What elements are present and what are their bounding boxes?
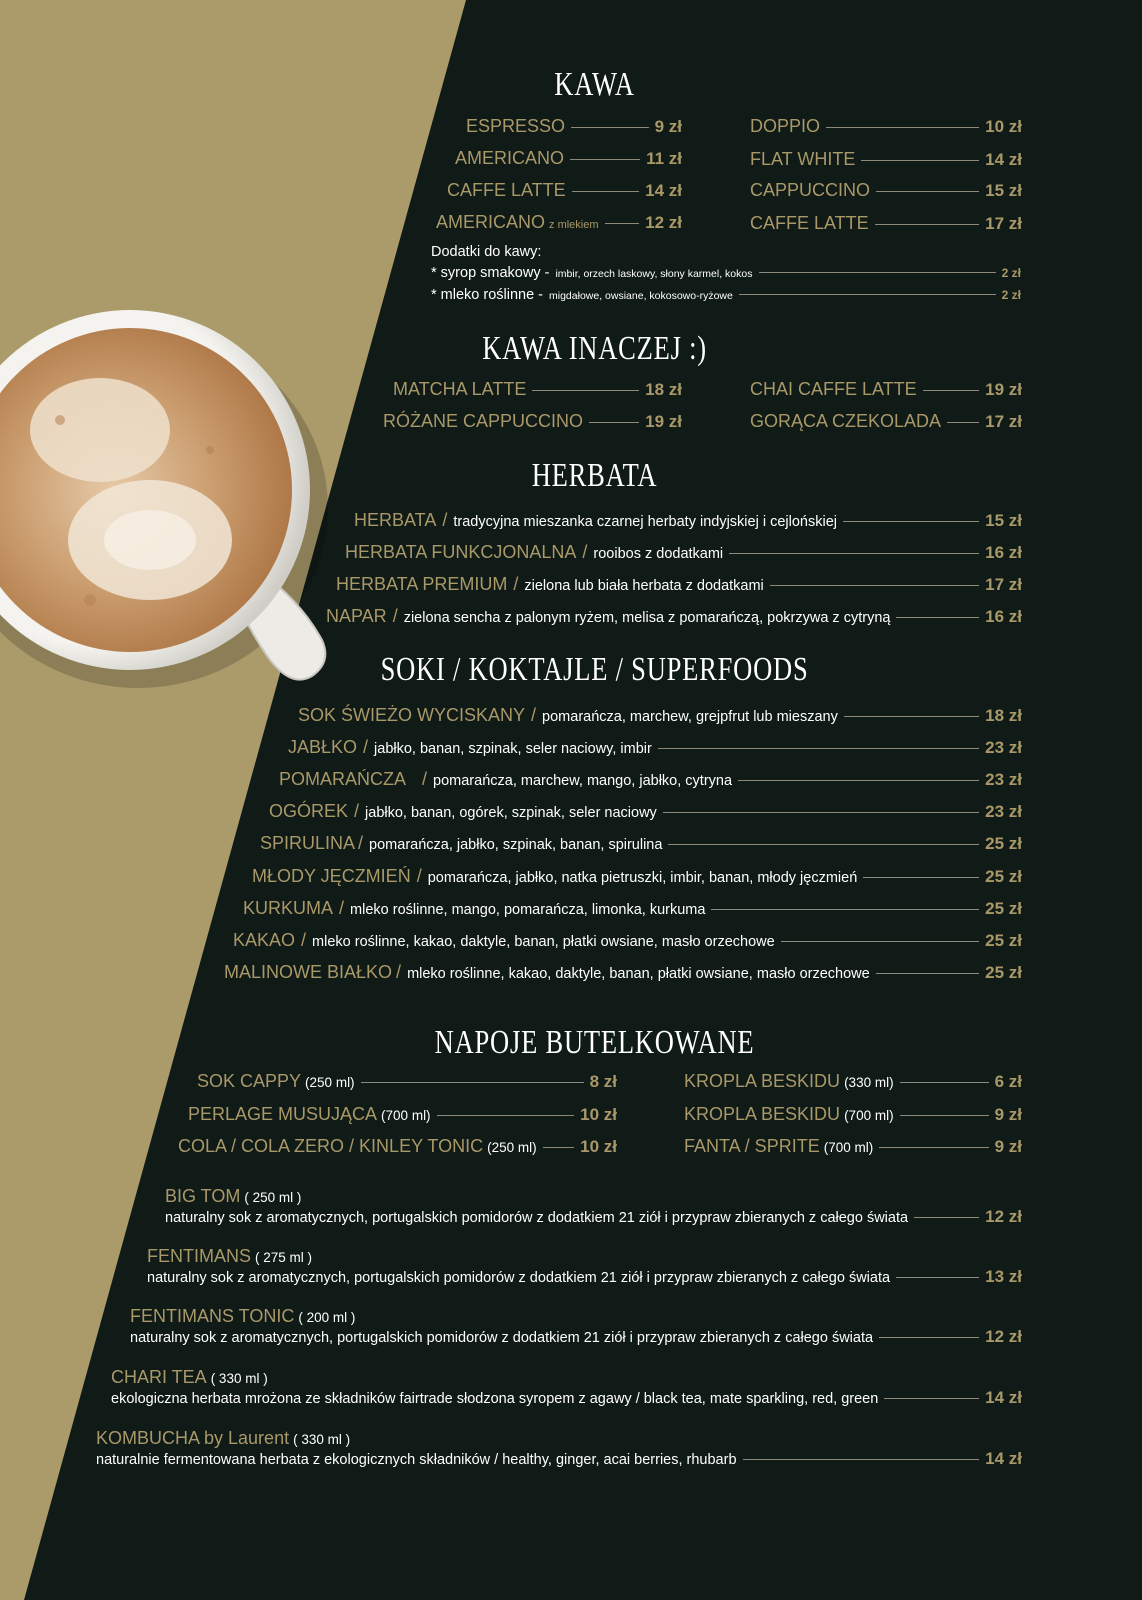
item-desc: ekologiczna herbata mrożona ze składników fairtrade słodzona syropem z agawy / black tea, mate sparkling, red, green <box>111 1391 879 1407</box>
menu-item <box>436 212 682 233</box>
item-note: z mlekiem <box>549 219 599 231</box>
item-name: KURKUMA <box>243 898 334 918</box>
item-name: FANTA / SPRITE <box>684 1136 820 1156</box>
dot-leader <box>947 422 979 423</box>
item-price: 23 zł <box>985 802 1022 821</box>
item-volume: (250 ml) <box>305 1075 355 1090</box>
item-price: 9 zł <box>994 1105 1022 1124</box>
dot-leader <box>571 127 649 128</box>
addon-item <box>431 265 1021 281</box>
separator: / <box>513 574 519 594</box>
special-header <box>130 1306 1022 1327</box>
item-desc: mleko roślinne, kakao, daktyle, banan, płatki owsiane, masło orzechowe <box>407 966 870 982</box>
item-desc: naturalny sok z aromatycznych, portugalskich pomidorów z dodatkiem 21 ziół i przypraw zbieranych z całego świata <box>165 1210 909 1226</box>
addon-price: 2 zł <box>1001 266 1021 280</box>
menu-item <box>252 866 1022 887</box>
addon-item <box>431 287 1021 303</box>
dot-leader <box>663 812 979 813</box>
special-header <box>165 1186 1022 1207</box>
item-price: 19 zł <box>645 412 682 431</box>
item-name: ESPRESSO <box>466 116 566 136</box>
separator: / <box>442 510 448 530</box>
item-name: KAKAO <box>233 930 296 950</box>
dot-leader <box>572 191 639 192</box>
item-price: 15 zł <box>985 511 1022 530</box>
dot-leader <box>863 877 979 878</box>
item-name: HERBATA FUNKCJONALNA <box>345 542 577 562</box>
item-price: 17 zł <box>985 575 1022 594</box>
special-desc-row <box>111 1388 1022 1408</box>
item-price: 14 zł <box>645 181 682 200</box>
special-header <box>147 1246 1022 1267</box>
item-name: POMARAŃCZA <box>279 769 407 789</box>
special-header <box>96 1428 1022 1449</box>
dot-leader <box>923 390 979 391</box>
item-price: 23 zł <box>985 738 1022 757</box>
dot-leader <box>914 1217 979 1218</box>
item-name: OGÓREK <box>269 801 349 821</box>
special-desc-row <box>147 1267 1022 1287</box>
section-title-napoje: NAPOJE BUTELKOWANE <box>434 1024 755 1061</box>
item-volume: (700 ml) <box>844 1108 894 1123</box>
dot-leader <box>843 521 979 522</box>
item-price: 25 zł <box>985 931 1022 950</box>
separator: / <box>392 606 398 626</box>
menu-item <box>279 769 1022 790</box>
item-volume: (250 ml) <box>487 1140 537 1155</box>
addon-price: 2 zł <box>1001 288 1021 302</box>
menu-item <box>750 180 1022 201</box>
dot-leader <box>437 1115 575 1116</box>
item-name: FLAT WHITE <box>750 149 856 169</box>
dot-leader <box>861 160 979 161</box>
item-price: 16 zł <box>985 543 1022 562</box>
menu-item <box>684 1071 1022 1092</box>
item-name: DOPPIO <box>750 116 821 136</box>
dot-leader <box>729 553 979 554</box>
menu-item <box>684 1104 1022 1125</box>
item-name: AMERICANO <box>455 148 565 168</box>
dot-leader <box>896 617 979 618</box>
item-name: NAPAR <box>326 606 387 626</box>
dot-leader <box>668 844 979 845</box>
item-desc: mleko roślinne, kakao, daktyle, banan, płatki owsiane, masło orzechowe <box>312 934 775 950</box>
separator: / <box>301 930 307 950</box>
dot-leader <box>876 191 979 192</box>
dot-leader <box>658 748 979 749</box>
dot-leader <box>589 422 639 423</box>
item-name: CHARI TEA <box>111 1367 207 1387</box>
menu-item <box>750 149 1022 170</box>
menu-item <box>197 1071 617 1092</box>
item-volume: ( 250 ml ) <box>244 1190 302 1205</box>
separator: / <box>582 542 588 562</box>
item-name: HERBATA <box>354 510 437 530</box>
dot-leader <box>826 127 979 128</box>
item-desc: jabłko, banan, ogórek, szpinak, seler naciowy <box>365 805 657 821</box>
menu-item <box>188 1104 617 1125</box>
menu-item <box>243 898 1022 919</box>
dot-leader <box>879 1337 979 1338</box>
item-volume: (700 ml) <box>823 1140 874 1155</box>
addon-detail: migdałowe, owsiane, kokosowo-ryżowe <box>549 290 733 302</box>
dot-leader <box>532 390 639 391</box>
menu-item <box>750 213 1022 234</box>
item-price: 8 zł <box>589 1072 617 1091</box>
dot-leader <box>739 294 996 295</box>
special-desc-row <box>165 1207 1022 1227</box>
dot-leader <box>879 1147 988 1148</box>
dot-leader <box>900 1115 989 1116</box>
item-name: FENTIMANS <box>147 1246 252 1266</box>
item-name: AMERICANO <box>436 212 546 232</box>
menu-item <box>750 411 1022 432</box>
item-volume: (700 ml) <box>381 1108 431 1123</box>
section-title-kawa: KAWA <box>554 66 635 103</box>
dot-leader <box>876 973 979 974</box>
item-price: 9 zł <box>654 117 682 136</box>
menu-item <box>750 116 1022 137</box>
dot-leader <box>844 716 979 717</box>
item-name: GORĄCA CZEKOLADA <box>750 411 942 431</box>
item-name: SPIRULINA <box>260 833 356 853</box>
menu-item <box>233 930 1022 951</box>
menu-item <box>684 1136 1022 1157</box>
item-name: JABŁKO <box>288 737 358 757</box>
menu-item <box>466 116 682 137</box>
separator: / <box>531 705 537 725</box>
dot-leader <box>361 1082 584 1083</box>
item-price: 12 zł <box>645 213 682 232</box>
dot-leader <box>781 941 979 942</box>
dot-leader <box>543 1147 575 1148</box>
item-desc: naturalny sok z aromatycznych, portugalskich pomidorów z dodatkiem 21 ziół i przypraw zbieranych z całego świata <box>147 1270 891 1286</box>
special-item <box>130 1306 1022 1347</box>
item-price: 19 zł <box>985 380 1022 399</box>
item-name: CAFFE LATTE <box>750 213 869 233</box>
separator: / <box>339 898 345 918</box>
item-volume: (330 ml) <box>844 1075 894 1090</box>
item-name: COLA / COLA ZERO / KINLEY TONIC <box>178 1136 484 1156</box>
item-volume: ( 275 ml ) <box>255 1250 313 1265</box>
menu-item <box>260 833 1022 854</box>
special-header <box>111 1367 1022 1388</box>
addon-detail: imbir, orzech laskowy, słony karmel, kokos <box>555 268 753 280</box>
item-price: 6 zł <box>994 1072 1022 1091</box>
item-price: 25 zł <box>985 867 1022 886</box>
special-item <box>96 1428 1022 1469</box>
item-name: MATCHA LATTE <box>393 379 527 399</box>
menu-item <box>750 379 1022 400</box>
menu-item <box>298 705 1022 726</box>
dot-leader <box>875 224 979 225</box>
special-item <box>165 1186 1022 1227</box>
item-name: PERLAGE MUSUJĄCA <box>188 1104 378 1124</box>
special-desc-row <box>96 1449 1022 1469</box>
item-name: RÓŻANE CAPPUCCINO <box>383 411 584 431</box>
item-price: 12 zł <box>985 1207 1022 1226</box>
item-name: KROPLA BESKIDU <box>684 1071 841 1091</box>
item-name: KOMBUCHA by Laurent <box>96 1428 290 1448</box>
item-name: MŁODY JĘCZMIEŃ <box>252 866 411 886</box>
menu-item <box>288 737 1022 758</box>
section-title-herbata: HERBATA <box>531 457 658 494</box>
item-price: 13 zł <box>985 1267 1022 1286</box>
item-volume: ( 330 ml ) <box>210 1371 268 1386</box>
item-desc: jabłko, banan, szpinak, seler naciowy, imbir <box>374 741 652 757</box>
special-item <box>147 1246 1022 1287</box>
item-name: SOK ŚWIEŻO WYCISKANY <box>298 705 526 725</box>
item-desc: naturalnie fermentowana herbata z ekologicznych składników / healthy, ginger, acai berries, rhubarb <box>96 1452 737 1468</box>
addon-name: * mleko roślinne - <box>431 287 544 303</box>
item-desc: pomarańcza, marchew, mango, jabłko, cytryna <box>433 773 733 789</box>
special-desc-row <box>130 1327 1022 1347</box>
item-name: FENTIMANS TONIC <box>130 1306 295 1326</box>
item-desc: tradycyjna mieszanka czarnej herbaty indyjskiej i cejlońskiej <box>453 514 837 530</box>
item-desc: rooibos z dodatkami <box>593 546 724 562</box>
item-desc: zielona sencha z palonym ryżem, melisa z pomarańczą, pokrzywa z cytryną <box>403 610 891 626</box>
item-desc: mleko roślinne, mango, pomarańcza, limonka, kurkuma <box>350 902 706 918</box>
menu-item <box>447 180 682 201</box>
separator: / <box>354 801 360 821</box>
item-name: CHAI CAFFE LATTE <box>750 379 917 399</box>
dot-leader <box>884 1398 979 1399</box>
dot-leader <box>896 1277 979 1278</box>
item-price: 10 zł <box>580 1105 617 1124</box>
dot-leader <box>738 780 979 781</box>
dot-leader <box>770 585 979 586</box>
separator: / <box>416 866 422 886</box>
section-title-soki: SOKI / KOKTAJLE / SUPERFOODS <box>380 651 809 688</box>
item-price: 14 zł <box>985 1449 1022 1468</box>
item-price: 15 zł <box>985 181 1022 200</box>
dot-leader <box>711 909 979 910</box>
item-price: 25 zł <box>985 899 1022 918</box>
item-name: MALINOWE BIAŁKO <box>224 962 393 982</box>
addon-name: * syrop smakowy - <box>431 265 550 281</box>
menu-item <box>393 379 682 400</box>
menu-item <box>326 606 1022 627</box>
dot-leader <box>570 159 640 160</box>
item-desc: zielona lub biała herbata z dodatkami <box>524 578 764 594</box>
addons-title: Dodatki do kawy: <box>431 244 542 260</box>
item-volume: ( 330 ml ) <box>293 1432 351 1447</box>
item-desc: pomarańcza, jabłko, szpinak, banan, spirulina <box>369 837 663 853</box>
item-name: KROPLA BESKIDU <box>684 1104 841 1124</box>
item-price: 25 zł <box>985 834 1022 853</box>
menu-item <box>345 542 1022 563</box>
item-price: 23 zł <box>985 770 1022 789</box>
item-price: 10 zł <box>580 1137 617 1156</box>
item-price: 17 zł <box>985 214 1022 233</box>
menu-item <box>224 962 1022 983</box>
item-desc: pomarańcza, jabłko, natka pietruszki, imbir, banan, młody jęczmień <box>427 870 858 886</box>
item-volume: ( 200 ml ) <box>298 1310 356 1325</box>
item-desc: pomarańcza, marchew, grejpfrut lub mieszany <box>542 709 838 725</box>
item-price: 25 zł <box>985 963 1022 982</box>
item-name: BIG TOM <box>165 1186 241 1206</box>
menu-item <box>383 411 682 432</box>
menu-item <box>354 510 1022 531</box>
item-price: 17 zł <box>985 412 1022 431</box>
item-price: 18 zł <box>985 706 1022 725</box>
item-price: 11 zł <box>646 149 682 168</box>
dot-leader <box>900 1082 989 1083</box>
menu-item <box>336 574 1022 595</box>
item-price: 18 zł <box>645 380 682 399</box>
dot-leader <box>743 1459 980 1460</box>
special-item <box>111 1367 1022 1408</box>
item-name: SOK CAPPY <box>197 1071 302 1091</box>
item-name: CAPPUCCINO <box>750 180 871 200</box>
item-price: 12 zł <box>985 1327 1022 1346</box>
item-price: 14 zł <box>985 1388 1022 1407</box>
item-price: 14 zł <box>985 150 1022 169</box>
menu-item <box>455 148 682 169</box>
item-price: 9 zł <box>994 1137 1022 1156</box>
item-name: HERBATA PREMIUM <box>336 574 508 594</box>
dot-leader <box>605 223 640 224</box>
item-price: 10 zł <box>985 117 1022 136</box>
separator: / <box>358 833 364 853</box>
item-name: CAFFE LATTE <box>447 180 566 200</box>
menu-item <box>269 801 1022 822</box>
separator: / <box>422 769 428 789</box>
item-price: 16 zł <box>985 607 1022 626</box>
separator: / <box>363 737 369 757</box>
separator: / <box>396 962 402 982</box>
item-desc: naturalny sok z aromatycznych, portugalskich pomidorów z dodatkiem 21 ziół i przypraw zbieranych z całego świata <box>130 1330 874 1346</box>
dot-leader <box>759 272 996 273</box>
section-title-kawa-inaczej: KAWA INACZEJ :) <box>482 330 707 367</box>
menu-item <box>178 1136 617 1157</box>
